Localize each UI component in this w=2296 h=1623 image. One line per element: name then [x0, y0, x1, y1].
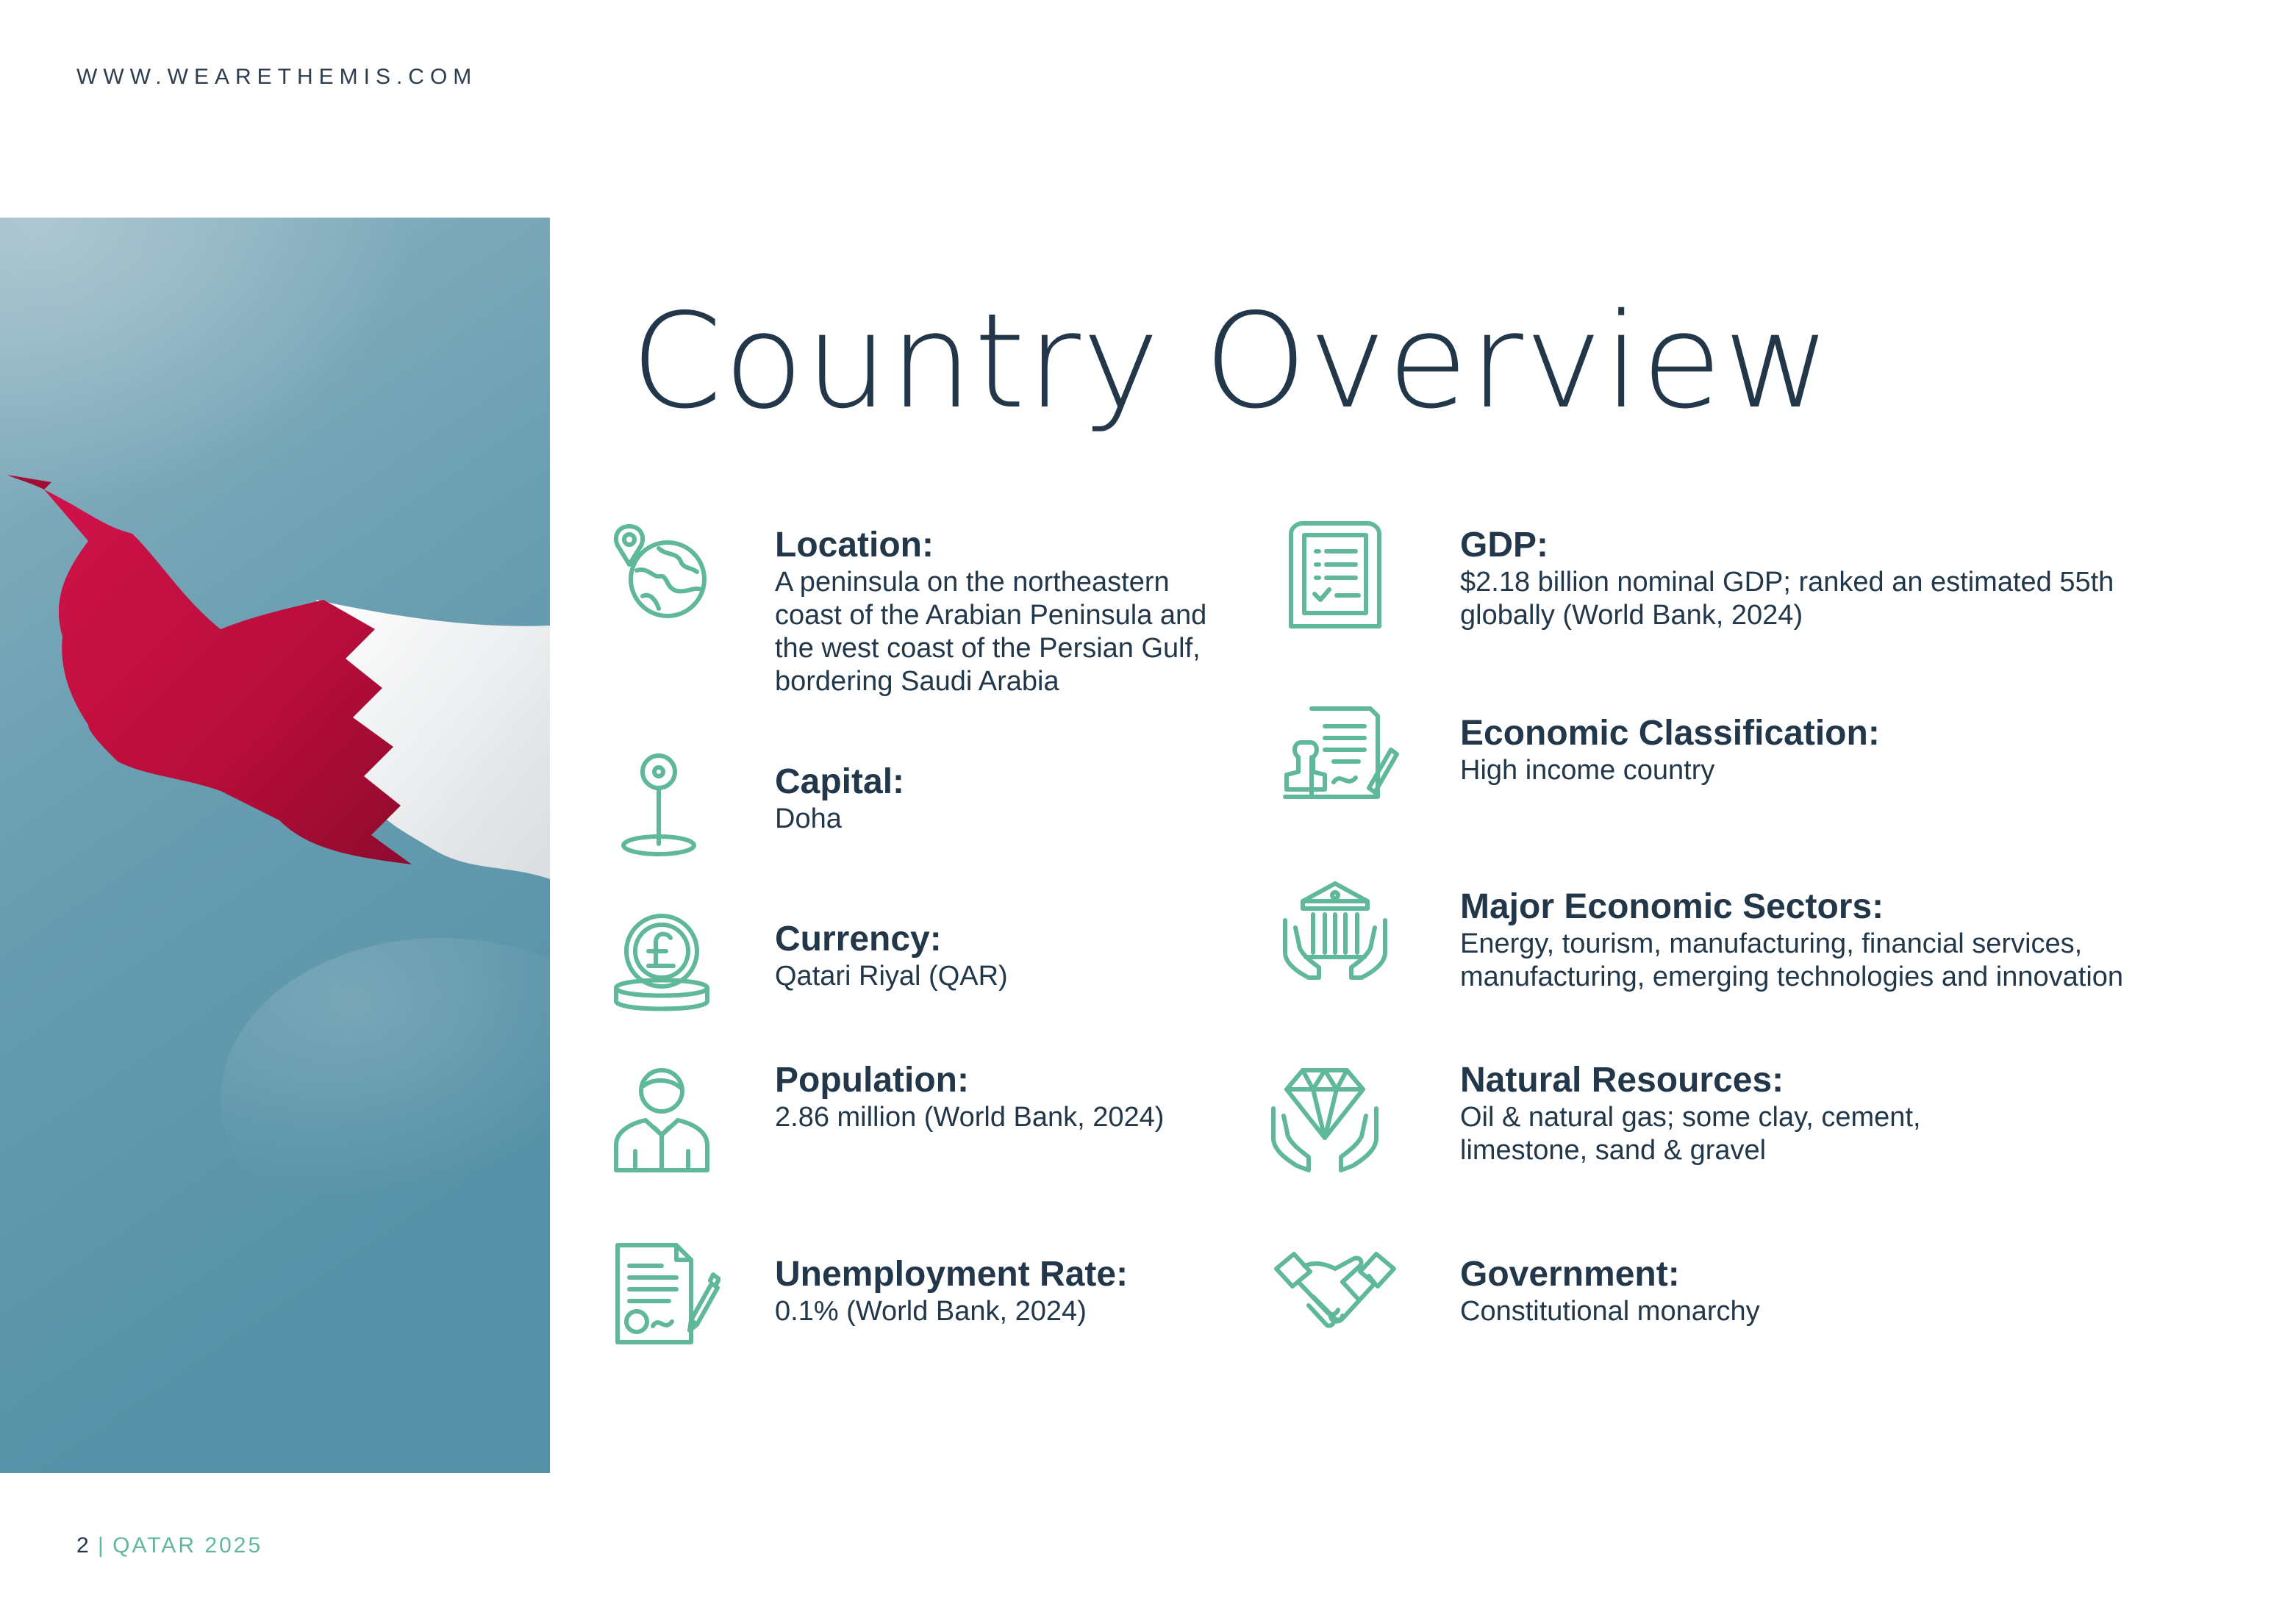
government-value: Constitutional monarchy	[1460, 1296, 1760, 1327]
pound-coin-icon	[610, 907, 713, 1017]
footer-separator: |	[98, 1533, 105, 1558]
unemployment-label: Unemployment Rate:	[775, 1255, 1129, 1294]
economic-classification-label: Economic Classification:	[1460, 714, 1880, 753]
natural-resources-label: Natural Resources:	[1460, 1061, 1784, 1100]
page-title: Country Overview	[631, 285, 1832, 437]
location-label: Location:	[775, 526, 934, 565]
bank-hands-icon	[1281, 876, 1390, 986]
capital-label: Capital:	[775, 762, 905, 801]
document-name: QATAR 2025	[112, 1533, 263, 1558]
website-url[interactable]: WWW.WEARETHEMIS.COM	[76, 65, 478, 89]
document-checklist-icon	[1285, 519, 1385, 629]
population-value: 2.86 million (World Bank, 2024)	[775, 1102, 1165, 1133]
map-pin-icon	[615, 750, 703, 860]
gdp-label: GDP:	[1460, 526, 1548, 565]
location-value: A peninsula on the northeastern coast of the Arabian Peninsula and the west coast of the Persian Gulf, bordering Saudi Arabia	[775, 567, 1207, 697]
major-economic-sectors-label: Major Economic Sectors:	[1460, 887, 1884, 926]
gdp-value: $2.18 billion nominal GDP; ranked an estimated 55th globally (World Bank, 2024)	[1460, 567, 2114, 631]
person-icon	[610, 1063, 713, 1173]
major-economic-sectors-value: Energy, tourism, manufacturing, financial services, manufacturing, emerging technologies and innovation	[1460, 928, 2124, 992]
currency-label: Currency:	[775, 920, 942, 959]
currency-value: Qatari Riyal (QAR)	[775, 961, 1008, 992]
globe-location-icon	[607, 519, 710, 629]
natural-resources-value: Oil & natural gas; some clay, cement, limestone, sand & gravel	[1460, 1102, 1921, 1166]
population-label: Population:	[775, 1061, 969, 1100]
government-label: Government:	[1460, 1255, 1680, 1294]
qatar-flag-photo	[0, 218, 550, 1473]
page-footer	[76, 1533, 262, 1558]
page-number: 2	[76, 1533, 90, 1558]
economic-classification-value: High income country	[1460, 755, 1715, 786]
diamond-hands-icon	[1266, 1064, 1384, 1175]
certificate-pen-icon	[603, 1239, 720, 1350]
capital-value: Doha	[775, 803, 842, 834]
contract-stamp-icon	[1282, 701, 1400, 812]
handshake-icon	[1272, 1242, 1398, 1352]
unemployment-value: 0.1% (World Bank, 2024)	[775, 1296, 1087, 1327]
